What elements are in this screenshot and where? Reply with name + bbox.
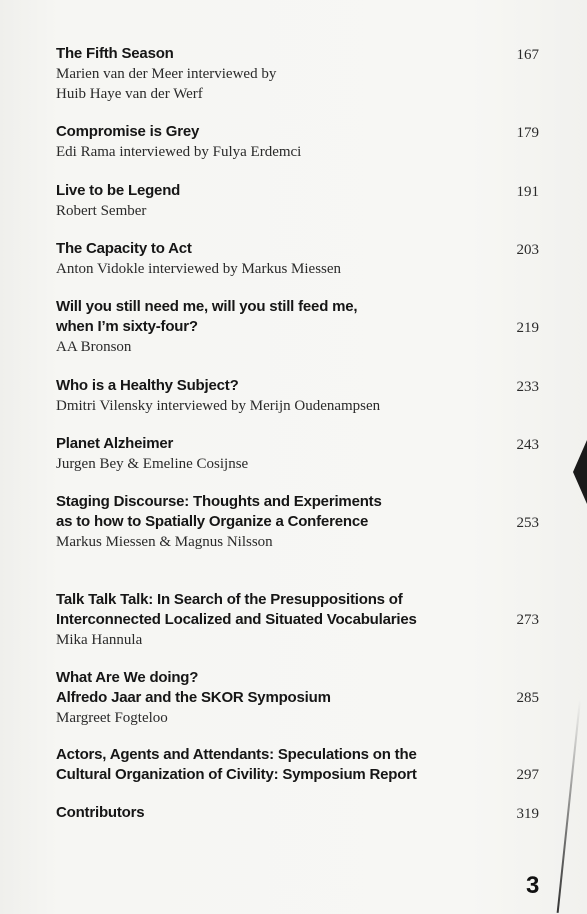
entry-author: Marien van der Meer interviewed by — [56, 66, 277, 82]
entry-page-number: 243 — [516, 437, 539, 453]
entry-title: Compromise is Grey — [56, 123, 200, 140]
toc-entry — [56, 44, 546, 104]
entry-author: Mika Hannula — [56, 632, 143, 648]
toc-entry — [56, 239, 546, 279]
toc-entry — [56, 181, 546, 221]
entry-title: Talk Talk Talk: In Search of the Presuppositions of — [56, 591, 403, 608]
entry-page-number: 179 — [516, 125, 539, 141]
entry-title: Actors, Agents and Attendants: Speculations on the — [56, 746, 417, 763]
entry-title: Who is a Healthy Subject? — [56, 377, 239, 394]
entry-page-number: 203 — [516, 242, 539, 258]
toc-entry — [56, 492, 546, 552]
entry-title: Cultural Organization of Civility: Symposium Report — [56, 766, 417, 783]
toc-entry — [56, 122, 546, 162]
entry-page-number: 219 — [516, 320, 539, 336]
entry-author: Anton Vidokle interviewed by Markus Miessen — [56, 261, 342, 277]
entry-title: as to how to Spatially Organize a Conference — [56, 513, 369, 530]
entry-title: Will you still need me, will you still feed me, — [56, 298, 358, 315]
entry-author: Edi Rama interviewed by Fulya Erdemci — [56, 144, 302, 160]
entry-author: Margreet Fogteloo — [56, 710, 168, 726]
entry-author: Huib Haye van der Werf — [56, 86, 203, 102]
entry-author: Dmitri Vilensky interviewed by Merijn Oudenampsen — [56, 398, 381, 414]
entry-title: Interconnected Localized and Situated Vocabularies — [56, 611, 417, 628]
entry-title: Live to be Legend — [56, 182, 181, 199]
entry-page-number: 253 — [516, 515, 539, 531]
toc-entry — [56, 376, 546, 416]
toc-entry — [56, 803, 546, 823]
toc-entry — [56, 434, 546, 474]
entry-page-number: 167 — [516, 47, 539, 63]
page-edge-shadow — [557, 700, 581, 913]
entry-title: What Are We doing? — [56, 669, 199, 686]
entry-page-number: 191 — [516, 184, 539, 200]
entry-title: The Fifth Season — [56, 45, 174, 62]
toc-entry — [56, 297, 546, 357]
entry-author: AA Bronson — [56, 339, 132, 355]
entry-page-number: 297 — [516, 767, 539, 783]
entry-title: Planet Alzheimer — [56, 435, 174, 452]
entry-page-number: 273 — [516, 612, 539, 628]
page-edge-tab — [573, 440, 587, 504]
entry-title: Contributors — [56, 804, 145, 821]
entry-title: Staging Discourse: Thoughts and Experiments — [56, 493, 382, 510]
toc-entry — [56, 590, 546, 650]
entry-title: Alfredo Jaar and the SKOR Symposium — [56, 689, 331, 706]
entry-title: when I’m sixty-four? — [56, 318, 198, 335]
page-folio-number: 3 — [526, 872, 540, 899]
entry-title: The Capacity to Act — [56, 240, 192, 257]
entry-page-number: 233 — [516, 379, 539, 395]
entry-author: Markus Miessen & Magnus Nilsson — [56, 534, 273, 550]
entry-author: Jurgen Bey & Emeline Cosijnse — [56, 456, 249, 472]
toc-entry — [56, 745, 546, 785]
entry-author: Robert Sember — [56, 203, 147, 219]
entry-page-number: 319 — [516, 806, 539, 822]
toc-entry — [56, 668, 546, 728]
entry-page-number: 285 — [516, 690, 539, 706]
